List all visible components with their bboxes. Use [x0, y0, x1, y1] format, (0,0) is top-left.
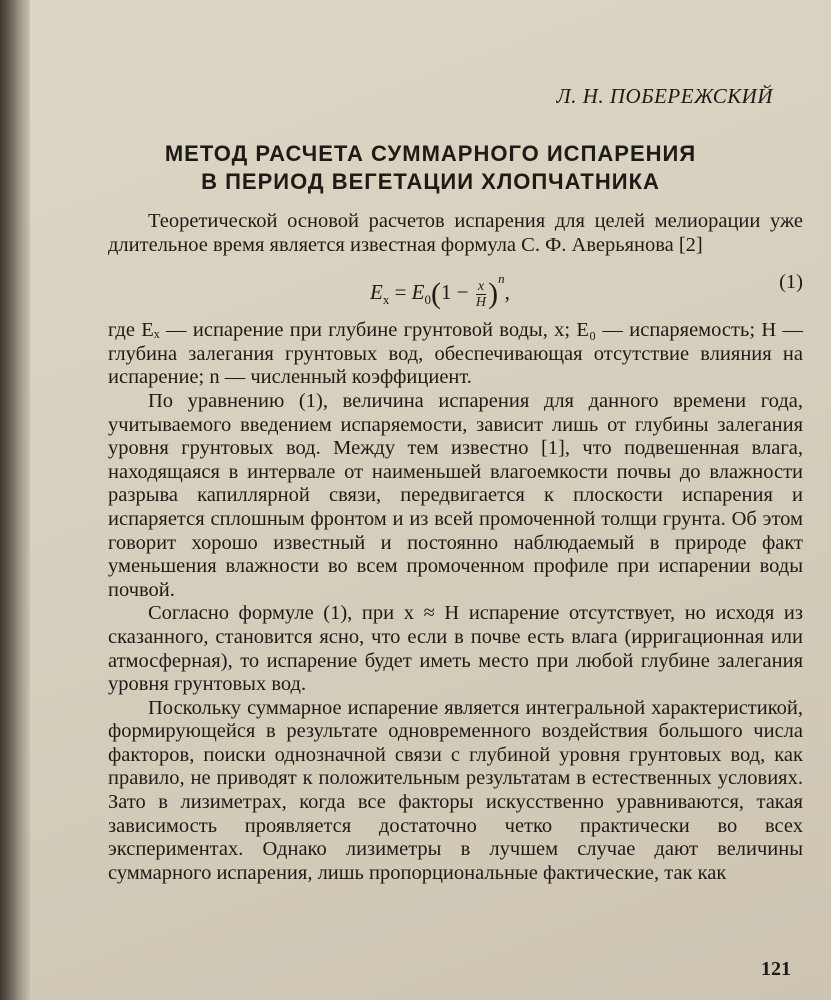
book-binding-shadow — [0, 0, 30, 1000]
paragraph-definitions: где Eₓ — испарение при глубине грунтовой воды, x; E₀ — испаряемость; H — глубина залегания грунтовых вод, обеспечивающая отсутствие влияния на испарение; n — численный коэффициент. — [108, 319, 803, 389]
equation-number: (1) — [779, 271, 803, 294]
paragraph-intro: Теоретической основой расчетов испарения для целей мелиорации уже длительное время является известная формула С. Ф. Аверьянова [2] — [108, 210, 803, 256]
article-body — [108, 210, 803, 885]
title-line-1: МЕТОД РАСЧЕТА СУММАРНОГО ИСПАРЕНИЯ — [164, 141, 697, 166]
page-number: 121 — [761, 958, 791, 980]
title-line-2: В ПЕРИОД ВЕГЕТАЦИИ ХЛОПЧАТНИКА — [201, 169, 660, 194]
article-title — [30, 140, 831, 196]
averyanov-formula: $E_x = E_0(1$ − $\frac{x}{H}$ )$^n$, — [370, 271, 510, 311]
book-page — [30, 0, 831, 1000]
equation-block — [108, 261, 803, 313]
author-name: Л. Н. ПОБЕРЕЖСКИЙ — [556, 84, 773, 108]
paragraph-lysimeters: Поскольку суммарное испарение является интегральной характеристикой, формирующейся в результате одновременного воздействия большого числа факторов, поиски однозначной связи с глубиной уровня грунтовых вод, как правило, не приводят к положительным результатам в естественных условиях. Зато в лизиметрах, когда все факторы искусственно уравниваются, такая зависимость проявляется достаточно четко практически во всех экспериментах. Однако лизиметры в лучшем случае дают величины суммарного испарения, лишь пропорциональные фактические, так как — [108, 696, 803, 884]
paragraph-equation-discussion: По уравнению (1), величина испарения для данного времени года, учитываемого введением испаряемости, зависит лишь от глубины залегания уровня грунтовых вод. Между тем известно [1], что подвешенная влага, находящаяся в интервале от наименьшей влагоемкости почвы до влажности разрыва капиллярной связи, передвигается к плоскости испарения и испаряется сплошным фронтом и из всей промоченной толщи грунта. Об этом говорит хорошо известный и постоянно наблюдаемый в природе факт уменьшения влажности во всем промоченном профиле при испарении воды почвой. — [108, 389, 803, 601]
paragraph-formula-consequence: Согласно формуле (1), при x ≈ H испарение отсутствует, но исходя из сказанного, становится ясно, что если в почве есть влага (ирригационная или атмосферная), то испарение будет иметь место при любой глубине залегания уровня грунтовых вод. — [108, 602, 803, 696]
